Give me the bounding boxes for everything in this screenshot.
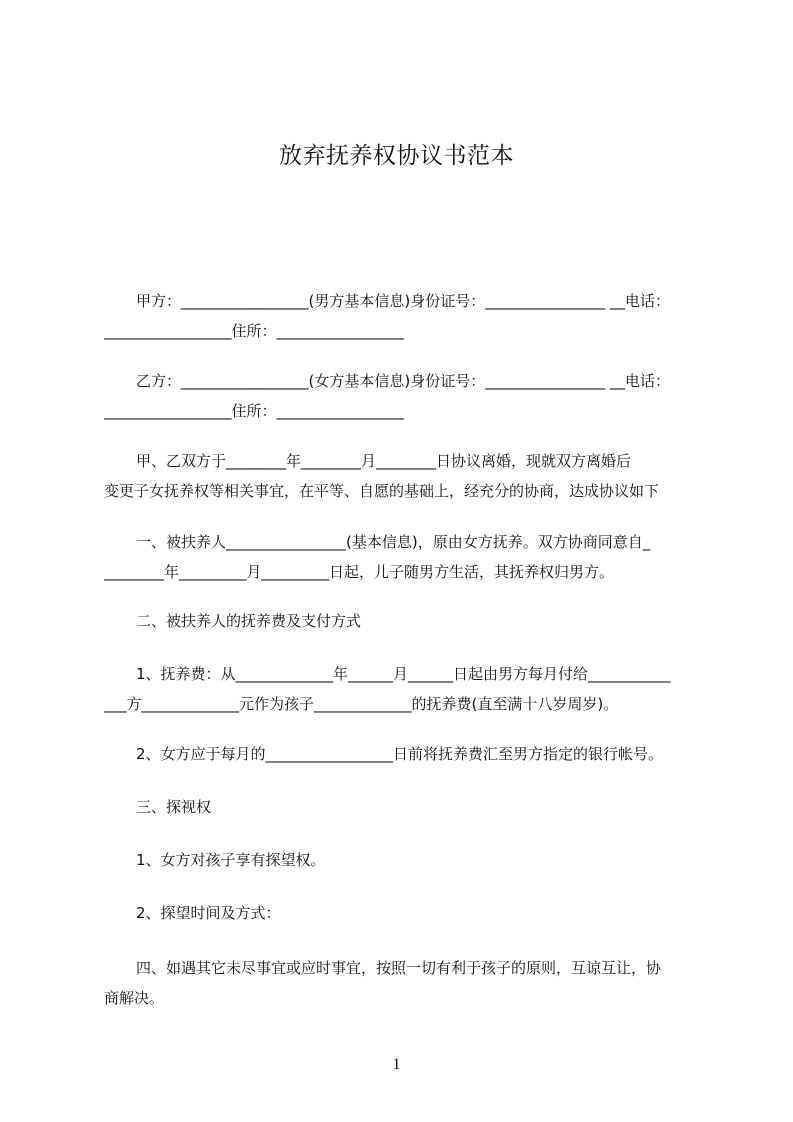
section-4-paragraph bbox=[104, 953, 702, 1013]
section-2-heading-text: 二、被扶养人的抚养费及支付方式 bbox=[136, 612, 362, 630]
intro-line-1: 甲、乙双方于________年________月________日协议离婚，现就双方离婚后 bbox=[136, 452, 632, 470]
party-b-line-2: _________________住所：_________________ bbox=[104, 402, 405, 420]
section-1-paragraph bbox=[104, 527, 702, 587]
section-2-item-1-line-2: ___方_____________元作为孩子_____________的抚养费(直至满十八岁周岁)。 bbox=[104, 695, 619, 713]
section-2-item-1-line-1: 1、抚养费：从_____________年______月______日起由男方每月付给___________ bbox=[136, 665, 671, 683]
section-2-item-2-paragraph bbox=[104, 739, 702, 769]
party-b-paragraph bbox=[104, 366, 702, 426]
party-a-line-1: 甲方：_________________(男方基本信息)身份证号：________________ __电话： bbox=[136, 292, 670, 310]
document-title: 放弃抚养权协议书范本 bbox=[279, 143, 514, 169]
section-3-item-1-line-1: 1、女方对孩子享有探望权。 bbox=[136, 851, 326, 869]
section-2-item-2-line-1: 2、女方应于每月的_________________日前将抚养费汇至男方指定的银行帐号。 bbox=[136, 745, 664, 763]
intro-line-2: 变更子女抚养权等相关事宜，在平等、自愿的基础上，经充分的协商，达成协议如下 bbox=[104, 482, 660, 500]
section-1-line-1: 一、被扶养人________________(基本信息)，原由女方抚养。双方协商同意自_ bbox=[136, 533, 651, 551]
intro-paragraph bbox=[104, 446, 702, 506]
section-4-line-1: 四、如遇其它未尽事宜或应时事宜，按照一切有利于孩子的原则，互谅互让，协 bbox=[136, 959, 662, 977]
party-a-line-2: _________________住所：_________________ bbox=[104, 322, 405, 340]
section-3-heading-text: 三、探视权 bbox=[136, 798, 212, 816]
section-3-heading bbox=[104, 792, 702, 822]
party-b-line-1: 乙方：_________________(女方基本信息)身份证号：________________ __电话： bbox=[136, 372, 670, 390]
section-3-item-2-line-1: 2、探望时间及方式： bbox=[136, 904, 281, 922]
page-number: 1 bbox=[392, 1056, 401, 1073]
section-2-heading bbox=[104, 606, 702, 636]
section-2-item-1-paragraph bbox=[104, 659, 702, 719]
section-3-item-2-paragraph bbox=[104, 898, 702, 928]
section-3-item-1-paragraph bbox=[104, 845, 702, 875]
section-4-line-2: 商解决。 bbox=[104, 989, 165, 1007]
section-1-line-2: ________年_________月_________日起，儿子随男方生活，其抚养权归男方。 bbox=[104, 563, 615, 581]
party-a-paragraph bbox=[104, 286, 702, 346]
